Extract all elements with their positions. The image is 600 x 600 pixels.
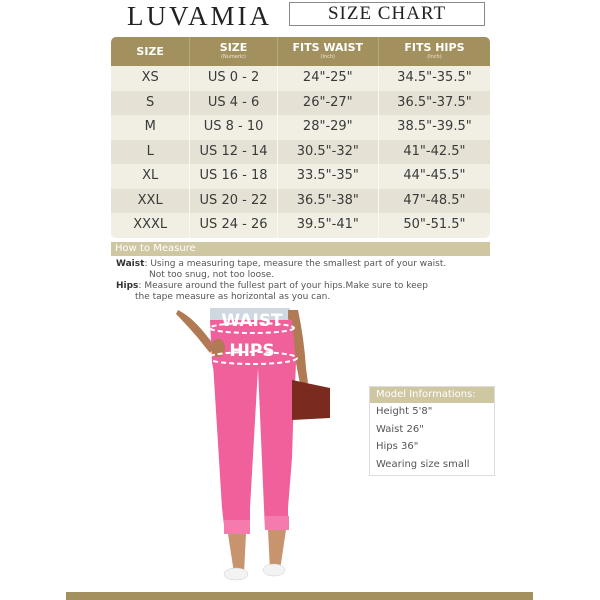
cell-waist: 33.5"-35" — [278, 164, 379, 189]
cell-hips: 38.5"-39.5" — [397, 119, 472, 134]
col-header-fits-hips: FITS HIPS (Inch) — [404, 41, 465, 60]
model-hips: Hips 36" — [376, 441, 419, 452]
model-info-box — [369, 386, 495, 476]
cell-waist: 28"-29" — [278, 115, 379, 140]
model-waist: Waist 26" — [376, 423, 424, 435]
table-header — [111, 37, 490, 66]
cell-hips: 41"-42.5" — [403, 143, 466, 159]
cell-hips: 47"-48.5" — [403, 192, 466, 208]
how-to-measure-header: How to Measure — [111, 242, 490, 256]
cell-numeric: US 12 - 14 — [190, 140, 277, 165]
cell-waist: 26"-27" — [278, 91, 379, 116]
cell-size: S — [111, 91, 190, 116]
cell-size: XXL — [111, 189, 190, 214]
model-illustration — [170, 308, 350, 583]
page-title: SIZE CHART — [289, 2, 485, 26]
waist-overlay-label: WAIST — [221, 311, 283, 331]
cell-numeric: US 8 - 10 — [190, 115, 277, 140]
cell-numeric: US 16 - 18 — [190, 164, 277, 189]
cell-hips: 36.5"-37.5" — [397, 94, 472, 110]
model-height: Height 5'8" — [376, 406, 433, 417]
waist-instruction — [116, 259, 446, 270]
cell-size: XS — [111, 66, 190, 91]
cell-numeric: US 24 - 26 — [190, 213, 277, 238]
model-info-title: Model Informations: — [370, 387, 494, 403]
col-header-fits-waist: FITS WAIST (Inch) — [278, 37, 379, 66]
table-row — [111, 140, 490, 165]
footer-bar — [66, 592, 533, 600]
cell-size: XXXL — [111, 213, 190, 238]
hips-overlay-label: HIPS — [229, 341, 275, 361]
size-chart-table — [111, 37, 490, 238]
table-row — [111, 164, 490, 189]
hips-instruction-cont: the tape measure as horizontal as you can. — [135, 292, 331, 302]
waist-text: : Using a measuring tape, measure the smallest part of your waist. — [144, 259, 447, 269]
table-row — [111, 115, 490, 140]
cell-size: L — [111, 140, 190, 165]
cell-size: M — [111, 115, 190, 140]
cell-hips: 50"-51.5" — [403, 217, 466, 232]
waist-instruction-cont: Not too snug, not too loose. — [149, 270, 275, 280]
hips-instruction — [116, 281, 428, 292]
cell-size: XL — [111, 164, 190, 189]
cell-numeric: US 20 - 22 — [190, 189, 277, 214]
cell-hips: 44"-45.5" — [403, 168, 466, 183]
cell-waist: 39.5"-41" — [278, 213, 379, 238]
cell-waist: 24"-25" — [278, 66, 379, 91]
table-row — [111, 189, 490, 214]
table-row — [111, 66, 490, 91]
cell-numeric: US 4 - 6 — [190, 91, 277, 116]
model-wearing-size: Wearing size small — [376, 458, 470, 470]
model-photo — [170, 308, 350, 583]
col-header-size: SIZE — [111, 37, 190, 66]
brand-logo: LUVAMIA — [127, 1, 273, 31]
waist-label: Waist — [116, 259, 145, 269]
cell-numeric: US 0 - 2 — [190, 66, 277, 91]
hips-label: Hips — [116, 281, 139, 291]
col-header-size-numeric: SIZE (Numeric) — [190, 37, 277, 66]
cell-waist: 36.5"-38" — [278, 189, 379, 214]
table-row — [111, 91, 490, 116]
cell-hips: 34.5"-35.5" — [397, 70, 472, 85]
cell-waist: 30.5"-32" — [278, 140, 379, 165]
hips-text: : Measure around the fullest part of your hips.Make sure to keep — [138, 281, 428, 291]
table-row — [111, 213, 490, 238]
